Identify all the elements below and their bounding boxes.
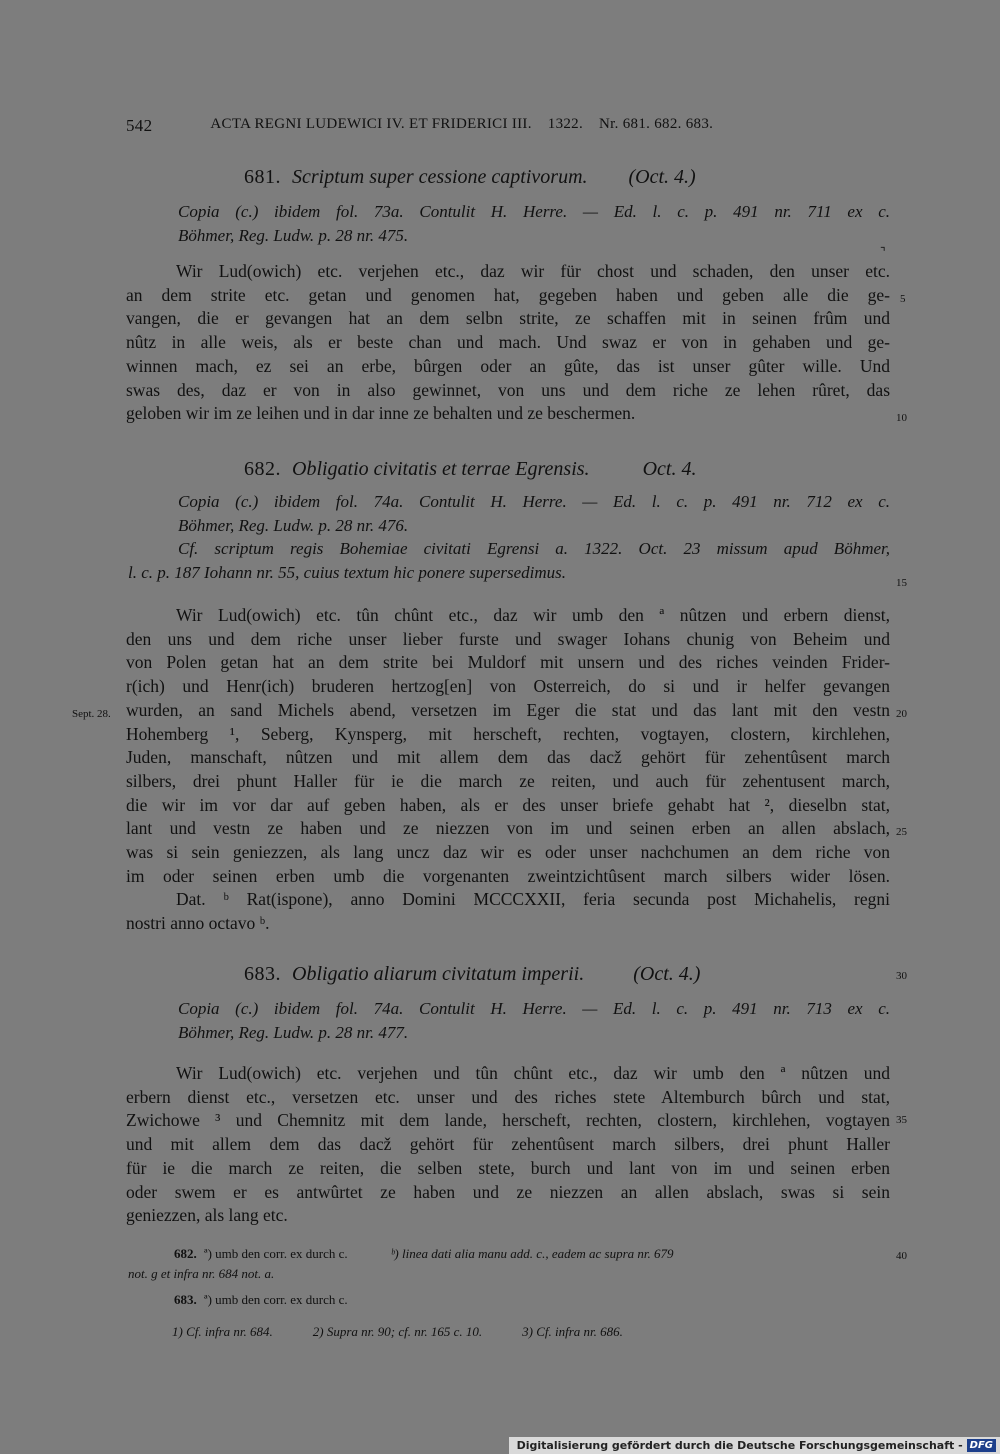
text-line: Hohemberg ¹, Seberg, Kynsperg, mit herscheft, rechten, vogtayen, clostern, kirchlehen, xyxy=(126,723,890,744)
source-line: l. c. p. 187 Iohann nr. 55, cuius textum hic ponere supersedimus. xyxy=(128,562,567,582)
footnote-text: ª) umb den corr. ex durch c. xyxy=(204,1246,348,1261)
text-line: und mit allem dem das dacž gehört für zehentûsent march silbers, drei phunt Haller xyxy=(126,1134,890,1155)
running-year: 1322. xyxy=(547,116,584,132)
doc-683-heading xyxy=(244,963,700,986)
doc-682-source xyxy=(128,490,890,584)
text-line: r(ich) und Henr(ich) bruderen hertzog[en] von Osterreich, do si und ir helfer gevangen xyxy=(126,676,890,697)
source-line: Copia (c.) ibidem fol. 74a. Contulit H. Herre. — Ed. l. c. p. 491 nr. 712 ex c. xyxy=(178,492,890,511)
doc-title: Scriptum super cessione captivorum. xyxy=(292,166,588,188)
doc-682-body xyxy=(126,604,890,936)
line-number: 40 xyxy=(896,1250,907,1262)
doc-title: Obligatio aliarum civitatum imperii. xyxy=(292,963,585,985)
line-number: 10 xyxy=(896,412,907,424)
dfg-logo-icon: DFG xyxy=(967,1439,996,1452)
footnote-text: ª) umb den corr. ex durch c. xyxy=(204,1292,348,1307)
doc-682-heading xyxy=(244,458,696,481)
banner-text: Digitalisierung gefördert durch die Deutsche Forschungsgemeinschaft - xyxy=(516,1439,963,1452)
footnote-label: 683. xyxy=(174,1292,197,1307)
line-number: 30 xyxy=(896,970,907,982)
text-line: geniezzen, als lang etc. xyxy=(126,1205,288,1226)
text-line: lant und vestn ze haben und ze niezzen von im und seinen erben an allen abslach, xyxy=(126,818,890,839)
page-number: 542 xyxy=(126,116,153,135)
source-line: Böhmer, Reg. Ludw. p. 28 nr. 475. xyxy=(178,225,409,245)
text-line: Zwichowe ³ und Chemnitz mit dem lande, herscheft, rechten, clostern, kirchlehen, vogtayen xyxy=(126,1110,890,1131)
doc-title: Obligatio civitatis et terrae Egrensis. xyxy=(292,458,590,480)
reference-note: 2) Supra nr. 90; cf. nr. 165 c. 10. xyxy=(312,1324,483,1339)
text-line: die wir im vor dar auf geben haben, als er des unser briefe gehabt hat ², dieselbn stat, xyxy=(126,794,890,815)
footnote-label: 682. xyxy=(174,1246,197,1261)
doc-date: (Oct. 4.) xyxy=(633,963,701,985)
source-line: Cf. scriptum regis Bohemiae civitati Egrensi a. 1322. Oct. 23 missum apud Böhmer, xyxy=(178,539,890,558)
text-line: silbers, drei phunt Haller für ie die march ze reiten, und auch für zehentusent march, xyxy=(126,770,890,791)
line-number: 35 xyxy=(896,1114,907,1126)
line-number: 5 xyxy=(900,293,906,305)
text-line: für ie die march ze reiten, die selben stete, burch und lant von im und seinen erben xyxy=(126,1157,890,1178)
line-number: 25 xyxy=(896,826,907,838)
margin-date: Sept. 28. xyxy=(72,708,111,720)
text-line: nûtz in alle weis, als er beste chan und mach. Und swaz er von in gehaben und ge- xyxy=(126,332,890,353)
doc-681-heading xyxy=(244,166,696,189)
text-line: erbern dienst etc., versetzen etc. unser und des riches stete Altemburch bûrch und stat, xyxy=(126,1086,890,1107)
text-line: Dat. ᵇ Rat(ispone), anno Domini MCCCXXII, feria secunda post Michahelis, regni xyxy=(176,889,890,910)
reference-notes xyxy=(128,1322,898,1342)
text-line: den uns und dem riche unser lieber furste und swager Iohans chunig von Beheim und xyxy=(126,628,890,649)
footnotes xyxy=(128,1244,898,1342)
text-line: an dem strite etc. getan und genomen hat, gegeben haben und geben alle die ge- xyxy=(126,284,890,305)
footnote-682 xyxy=(128,1244,898,1264)
line-number: 15 xyxy=(896,577,907,589)
footnote-683 xyxy=(128,1290,898,1310)
text-line: von Polen getan hat an dem strite bei Muldorf mit unsern und des riches veinden Frider- xyxy=(126,652,890,673)
reference-note: 1) Cf. infra nr. 684. xyxy=(172,1324,273,1339)
doc-date: Oct. 4. xyxy=(642,458,697,480)
text-line: wurden, an sand Michels abend, versetzen im Eger die stat und das lant mit den vestn xyxy=(126,699,890,720)
text-line: nostri anno octavo ᵇ. xyxy=(126,913,270,934)
source-line: Copia (c.) ibidem fol. 73a. Contulit H. Herre. — Ed. l. c. p. 491 nr. 711 ex c. xyxy=(178,202,890,221)
doc-681-body xyxy=(126,260,890,426)
text-line: Wir Lud(owich) etc. tûn chûnt etc., daz wir umb den ª nûtzen und erbern dienst, xyxy=(176,605,890,625)
doc-683-source xyxy=(128,997,890,1044)
text-line: swas des, daz er von in also gewinnet, von uns und dem riche ze lehen rûret, das xyxy=(126,379,890,400)
text-line: Juden, manschaft, nûtzen und mit allem dem das dacž gehört für zehentûsent march xyxy=(126,747,890,768)
doc-date: (Oct. 4.) xyxy=(628,166,696,188)
source-line: Copia (c.) ibidem fol. 74a. Contulit H. Herre. — Ed. l. c. p. 491 nr. 713 ex c. xyxy=(178,999,890,1018)
text-line: winnen mach, ez sei an erbe, bûrgen oder an gûte, das ist unser gûter wille. Und xyxy=(126,355,890,376)
footnote-text: not. g et infra nr. 684 not. a. xyxy=(128,1266,275,1281)
doc-number: 681. xyxy=(244,166,281,188)
doc-number: 682. xyxy=(244,458,281,480)
running-title: ACTA REGNI LUDEWICI IV. ET FRIDERICI III. xyxy=(210,116,532,132)
text-line: was si sein geniezzen, als lang uncz daz wir es oder unser nachchumen an dem riche von xyxy=(126,842,890,863)
doc-number: 683. xyxy=(244,963,281,985)
text-line: Wir Lud(owich) etc. verjehen und tûn chûnt etc., daz wir umb den ª nûtzen und xyxy=(176,1063,890,1083)
footnote-text: ᵇ) linea dati alia manu add. c., eadem ac supra nr. 679 xyxy=(390,1246,674,1261)
doc-683-body xyxy=(126,1062,890,1228)
corner-mark: ⌝ xyxy=(880,245,886,259)
text-line: geloben wir im ze leihen und in dar inne ze behalten und ze beschermen. xyxy=(126,403,636,424)
text-line: vangen, die er gevangen hat an dem selbn strite, ze schaffen mit in seinen frûm und xyxy=(126,308,890,329)
doc-681-source xyxy=(128,200,890,247)
source-line: Böhmer, Reg. Ludw. p. 28 nr. 476. xyxy=(178,515,409,535)
reference-note: 3) Cf. infra nr. 686. xyxy=(522,1324,623,1339)
footnote-continuation xyxy=(128,1264,898,1284)
dfg-banner xyxy=(509,1437,1000,1454)
running-numbers: Nr. 681. 682. 683. xyxy=(599,116,714,132)
running-head xyxy=(126,116,806,136)
source-line: Böhmer, Reg. Ludw. p. 28 nr. 477. xyxy=(178,1022,409,1042)
text-line: oder swem er es antwûrtet ze haben und ze niezzen an allen abslach, swas si sein xyxy=(126,1181,890,1202)
text-line: Wir Lud(owich) etc. verjehen etc., daz wir für chost und schaden, den unser etc. xyxy=(176,261,890,281)
line-number: 20 xyxy=(896,708,907,720)
text-line: im oder seinen erben umb die vorgenanten zweintzichtûsent march silbers wider lösen. xyxy=(126,865,890,886)
